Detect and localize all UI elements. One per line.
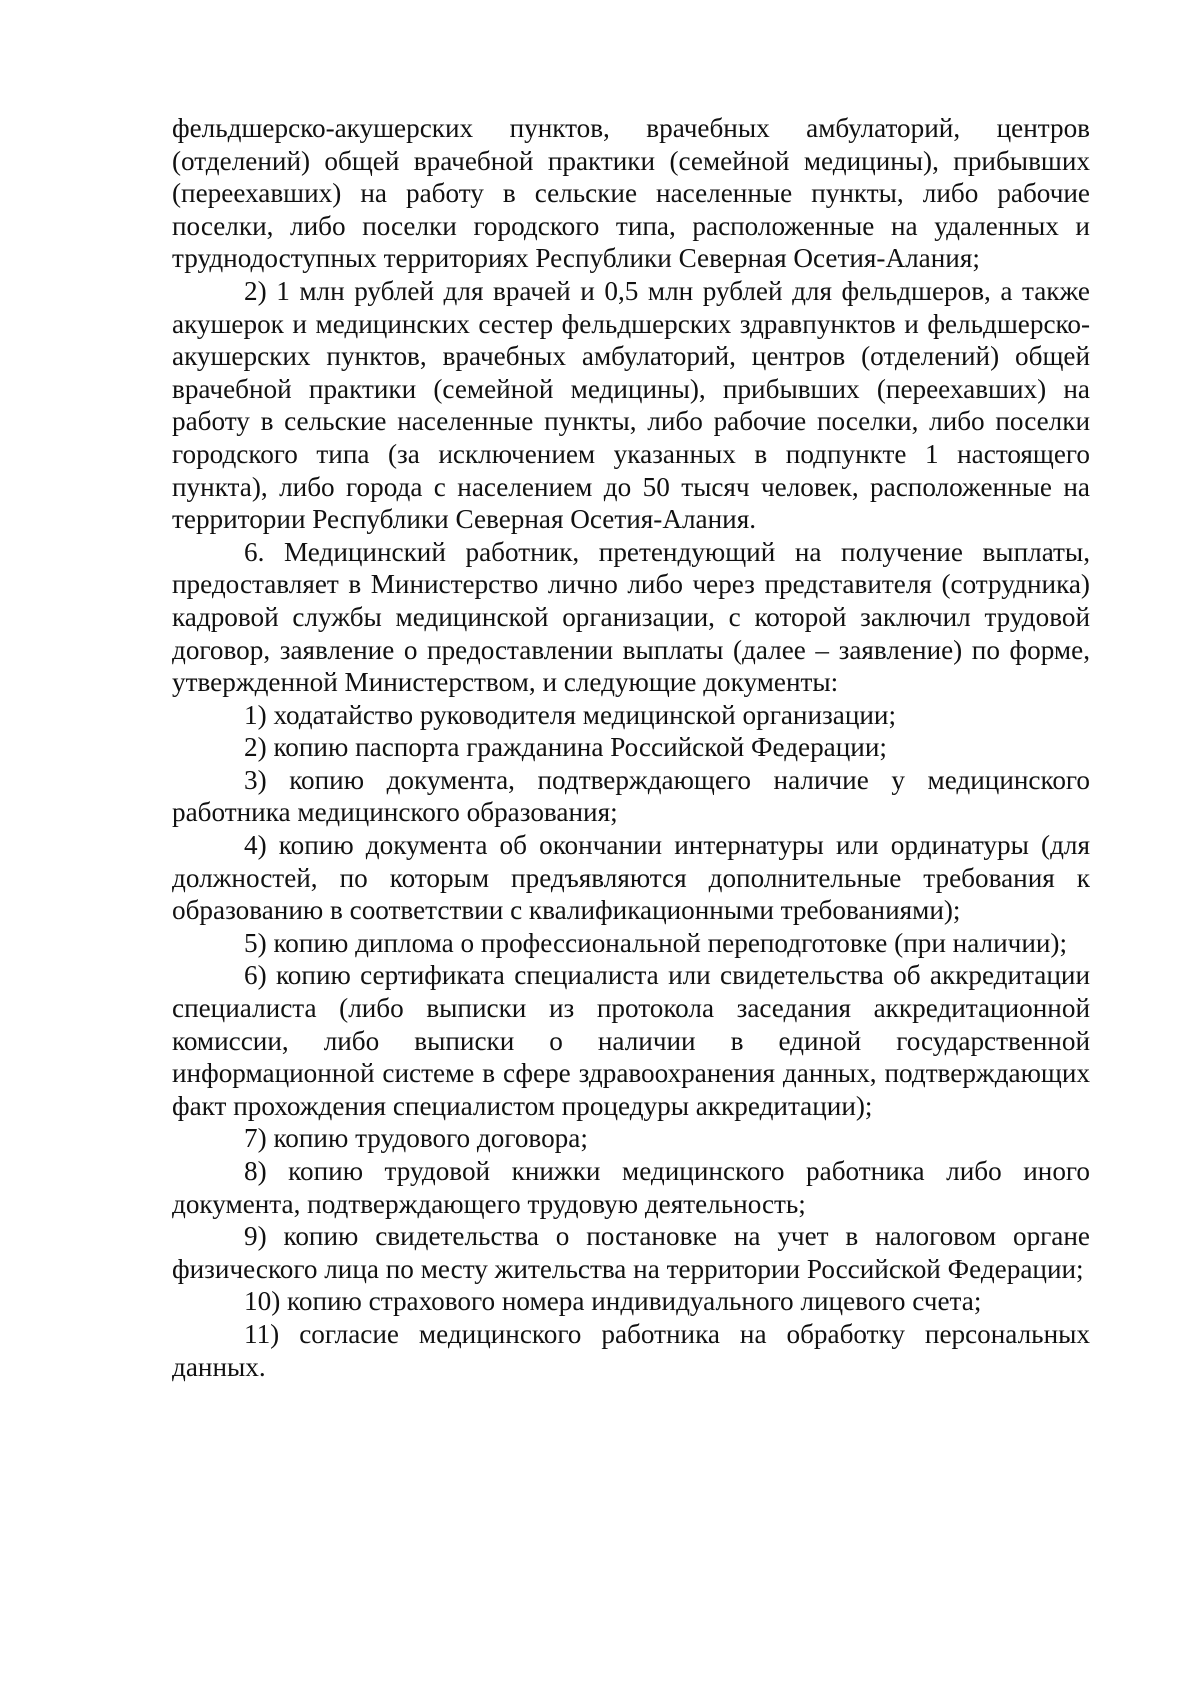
paragraph-continuation: фельдшерско-акушерских пунктов, врачебных амбулаторий, центров (отделений) общей врачебной практики (семейной медицины), прибывших (переехавших) на работу в сельские населенные пункты, либо рабочие поселки, либо поселки городского типа, расположенные на удаленных и труднодоступных территориях Республики Северная Осетия-Алания; xyxy=(172,113,1090,274)
list-item-11: 11) согласие медицинского работника на обработку персональных данных. xyxy=(172,1318,1090,1382)
list-item-5: 5) копию диплома о профессиональной переподготовке (при наличии); xyxy=(244,927,1068,958)
document-body xyxy=(172,112,1090,1383)
list-item-6: 6) копию сертификата специалиста или свидетельства об аккредитации специалиста (либо выписки из протокола заседания аккредитационной комиссии, либо выписки о наличии в единой государственной информационной системе в сфере здравоохранения данных, подтверждающих факт прохождения специалистом процедуры аккредитации); xyxy=(172,960,1090,1121)
paragraph-clause-6: 6. Медицинский работник, претендующий на получение выплаты, предоставляет в Министерство лично либо через представителя (сотрудника) кадровой службы медицинской организации, с которой заключил трудовой договор, заявление о предоставлении выплаты (далее – заявление) по форме, утвержденной Министерством, и следующие документы: xyxy=(172,536,1090,698)
list-item-9: 9) копию свидетельства о постановке на учет в налоговом органе физического лица по месту жительства на территории Российской Федерации; xyxy=(172,1221,1090,1284)
list-item-7: 7) копию трудового договора; xyxy=(244,1123,588,1154)
list-item-8: 8) копию трудовой книжки медицинского работника либо иного документа, подтверждающего трудовую деятельность; xyxy=(172,1156,1090,1219)
list-item-4: 4) копию документа об окончании интернатуры или ординатуры (для должностей, по которым предъявляются дополнительные требования к образованию в соответствии с квалификационными требованиями); xyxy=(172,830,1090,926)
list-item-10: 10) копию страхового номера индивидуального лицевого счета; xyxy=(244,1286,982,1317)
list-item-3: 3) копию документа, подтверждающего наличие у медицинского работника медицинского образования; xyxy=(172,764,1090,828)
list-item-1: 1) ходатайство руководителя медицинской организации; xyxy=(244,699,897,730)
paragraph-subitem-2: 2) 1 млн рублей для врачей и 0,5 млн рублей для фельдшеров, а также акушерок и медицинских сестер фельдшерских здравпунктов и фельдшерско-акушерских пунктов, врачебных амбулаторий, центров (отделений) общей врачебной практики (семейной медицины), прибывших (переехавших) на работу в сельские населенные пункты, либо рабочие поселки, либо поселки городского типа (за исключением указанных в подпункте 1 настоящего пункта), либо города с населением до 50 тысяч человек, расположенные на территории Республики Северная Осетия-Алания. xyxy=(172,275,1090,535)
list-item-2: 2) копию паспорта гражданина Российской Федерации; xyxy=(244,732,887,763)
